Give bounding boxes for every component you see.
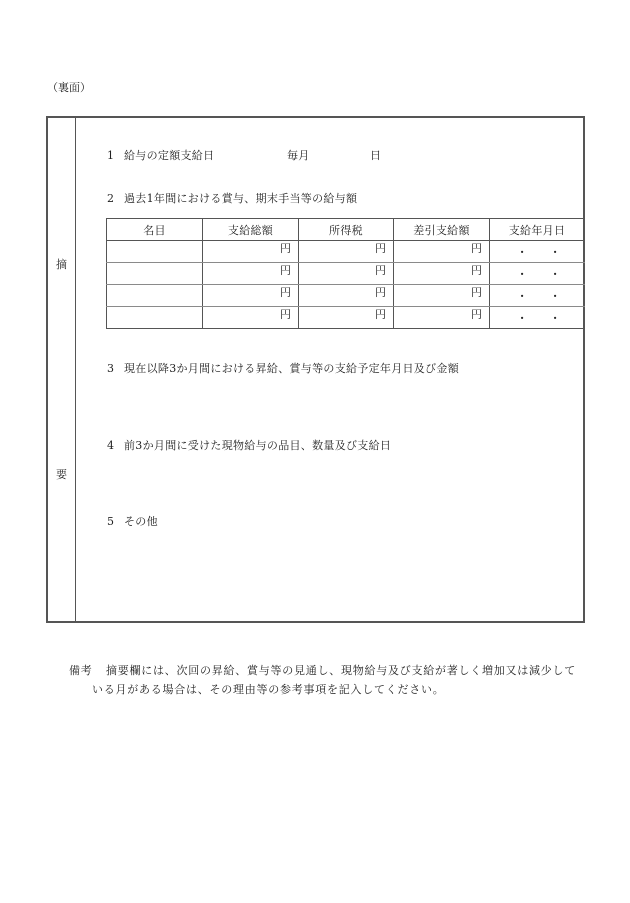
item-number: 4 [107, 439, 114, 452]
date-separator: . [520, 286, 525, 300]
item-text: 給与の定額支給日 [124, 149, 215, 162]
item-number: 3 [107, 362, 114, 375]
item-text: 過去1年間における賞与、期末手当等の給与額 [124, 192, 358, 205]
cell-net-amount: 円 [394, 285, 490, 307]
cell-total-amount: 円 [203, 285, 299, 307]
header-total-amount: 支給総額 [203, 219, 299, 241]
table-row [107, 241, 585, 263]
date-separator: . [520, 308, 525, 322]
summary-column-divider [75, 117, 76, 622]
item-number: 1 [107, 149, 114, 162]
date-separator: . [520, 242, 525, 256]
item-number: 2 [107, 192, 114, 205]
cell-item-name [107, 241, 203, 263]
cell-item-name [107, 285, 203, 307]
date-separator: . [553, 286, 558, 300]
remarks-label: 備考 [69, 664, 93, 677]
bonus-table [106, 218, 585, 329]
item-text: 前3か月間に受けた現物給与の品目、数量及び支給日 [124, 439, 392, 452]
table-header-row [107, 219, 585, 241]
cell-item-name [107, 263, 203, 285]
summary-label-bottom: 要 [56, 468, 67, 481]
cell-payment-date [490, 241, 585, 263]
summary-label-top: 摘 [56, 258, 67, 271]
date-separator: . [553, 264, 558, 278]
table-row [107, 285, 585, 307]
cell-total-amount: 円 [203, 307, 299, 329]
cell-item-name [107, 307, 203, 329]
cell-income-tax: 円 [299, 241, 394, 263]
remarks-line-2: いる月がある場合は、その理由等の参考事項を記入してください。 [92, 683, 445, 696]
cell-total-amount: 円 [203, 263, 299, 285]
page-side-label: （裏面） [47, 81, 91, 94]
cell-income-tax: 円 [299, 263, 394, 285]
date-separator: . [553, 242, 558, 256]
header-item-name: 名目 [107, 219, 203, 241]
date-separator: . [520, 264, 525, 278]
remarks-line-1: 摘要欄には、次回の昇給、賞与等の見通し、現物給与及び支給が著しく増加又は減少して [106, 664, 576, 677]
cell-payment-date [490, 285, 585, 307]
table-row [107, 307, 585, 329]
cell-net-amount: 円 [394, 307, 490, 329]
cell-net-amount: 円 [394, 241, 490, 263]
cell-income-tax: 円 [299, 307, 394, 329]
header-payment-date: 支給年月日 [490, 219, 585, 241]
monthly-label: 毎月 [287, 149, 310, 162]
cell-total-amount: 円 [203, 241, 299, 263]
cell-net-amount: 円 [394, 263, 490, 285]
cell-payment-date [490, 263, 585, 285]
day-label: 日 [370, 149, 381, 162]
table-row [107, 263, 585, 285]
date-separator: . [553, 308, 558, 322]
header-net-amount: 差引支給額 [394, 219, 490, 241]
item-number: 5 [107, 515, 114, 528]
header-income-tax: 所得税 [299, 219, 394, 241]
cell-payment-date [490, 307, 585, 329]
item-text: その他 [124, 515, 158, 528]
cell-income-tax: 円 [299, 285, 394, 307]
item-text: 現在以降3か月間における昇給、賞与等の支給予定年月日及び金額 [124, 362, 459, 375]
